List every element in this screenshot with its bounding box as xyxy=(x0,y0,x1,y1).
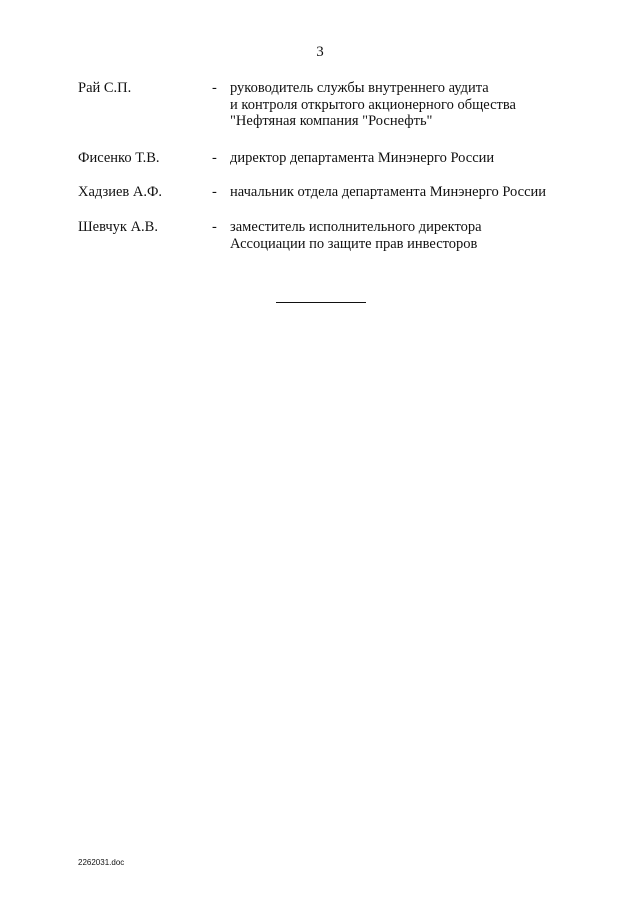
member-role-line: начальник отдела департамента Минэнерго России xyxy=(230,184,547,200)
member-name: Фисенко Т.В. xyxy=(78,150,160,166)
member-name: Шевчук А.В. xyxy=(78,219,158,235)
member-role-line: "Нефтяная компания "Роснефть" xyxy=(230,113,433,129)
member-dash: - xyxy=(212,150,217,166)
member-role-line: директор департамента Минэнерго России xyxy=(230,150,495,166)
member-role-line: руководитель службы внутреннего аудита xyxy=(230,80,489,96)
section-divider xyxy=(276,302,366,303)
page-number: 3 xyxy=(316,44,324,60)
member-role xyxy=(230,219,590,252)
member-role-line: и контроля открытого акционерного общества xyxy=(230,96,516,113)
footer-file-name: 2262031.doc xyxy=(78,858,125,867)
member-role-line: Ассоциации по защите прав инвесторов xyxy=(230,235,478,252)
member-dash: - xyxy=(212,219,217,235)
member-name: Рай С.П. xyxy=(78,80,132,96)
member-name: Хадзиев А.Ф. xyxy=(78,184,163,200)
member-role-line: заместитель исполнительного директора xyxy=(230,219,482,235)
member-dash: - xyxy=(212,80,217,96)
member-dash: - xyxy=(212,184,217,200)
member-role xyxy=(230,184,590,201)
member-role xyxy=(230,80,590,130)
member-role xyxy=(230,150,590,167)
